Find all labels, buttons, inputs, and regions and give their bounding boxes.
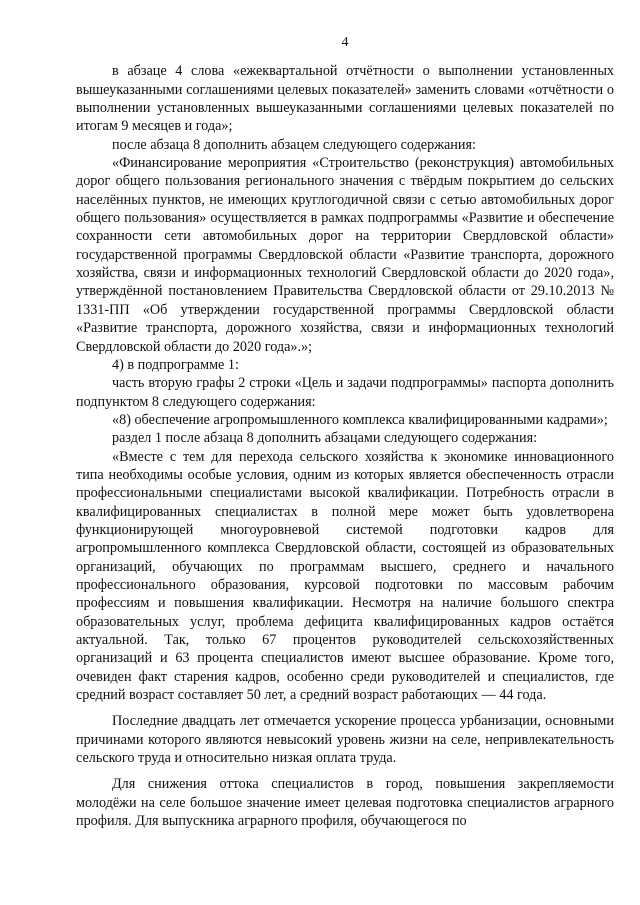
paragraph-2: после абзаца 8 дополнить абзацем следующего содержания: [112, 136, 476, 153]
paragraph-7: раздел 1 после абзаца 8 дополнить абзацами следующего содержания: [112, 430, 538, 447]
paragraph-5: часть вторую графы 2 строки «Цель и задачи подпрограммы» паспорта дополнить подпунктом 8 следующего содержания: [76, 375, 614, 410]
paragraph-9: Последние двадцать лет отмечается ускорение процесса урбанизации, основными причинами которого являются невысокий уровень жизни на селе, непривлекательность сельского труда и относительно низкая оплата труда. [76, 713, 614, 767]
paragraph-3: «Финансирование мероприятия «Строительство (реконструкция) автомобильных дорог общего пользования регионального значения с твёрдым покрытием до сельских населённых пунктов, не имеющих круглогодичной связи с сетью автомобильных дорог общего пользования» осуществляется в рамках подпрограммы «Развитие и обеспечение сохранности сети автомобильных дорог на территории Свердловской области» государственной программы Свердловской области «Развитие транспорта, дорожного хозяйства, связи и информационных технологий Свердловской области до 2020 года», утверждённой постановлением Правительства Свердловской области от 29.10.2013 № 1331-ПП «Об утверждении государственной программы Свердловской области «Развитие транспорта, дорожного хозяйства, связи и информационных технологий Свердловской области до 2020 года».»; [76, 155, 614, 355]
paragraph-6: «8) обеспечение агропромышленного комплекса квалифицированными кадрами»; [112, 411, 608, 428]
paragraph-4: 4) в подпрограмме 1: [112, 356, 239, 373]
page-number: 4 [341, 35, 349, 50]
paragraph-8: «Вместе с тем для перехода сельского хозяйства к экономике инновационного типа необходимы особые условия, одним из которых является обеспеченность отрасли профессиональными специалистами высокой квалификации. Потребность отрасли в квалифицированных специалистах в полной мере может быть удовлетворена функционирующей многоуровневой системой подготовки кадров для агропромышленного комплекса Свердловской области, состоящей из образовательных организаций, обучающих по программам высшего, среднего и начального профессионального образования, курсовой подготовки по массовым рабочим профессиям и повышения квалификации. Несмотря на наличие большого спектра образовательных услуг, проблема дефицита квалифицированных кадров остаётся актуальной. Так, только 67 процентов руководителей сельскохозяйственных организаций и 63 процента специалистов имеют высшее образование. Кроме того, очевиден факт старения кадров, особенно среди руководителей и специалистов, где средний возраст составляет 50 лет, а средний возраст работающих — 44 года. [76, 448, 614, 704]
paragraph-10: Для снижения оттока специалистов в город, повышения закрепляемости молодёжи на селе большое значение имеет целевая подготовка специалистов аграрного профиля. Для выпускника аграрного профиля, обучающегося по [76, 776, 614, 830]
paragraph-1: в абзаце 4 слова «ежеквартальной отчётности о выполнении установленных вышеуказанными соглашениями целевых показателей» заменить словами «отчётности о выполнении установленных вышеуказанными соглашениями целевых показателей по итогам 9 месяцев и года»; [76, 63, 614, 135]
document-page [76, 34, 614, 830]
